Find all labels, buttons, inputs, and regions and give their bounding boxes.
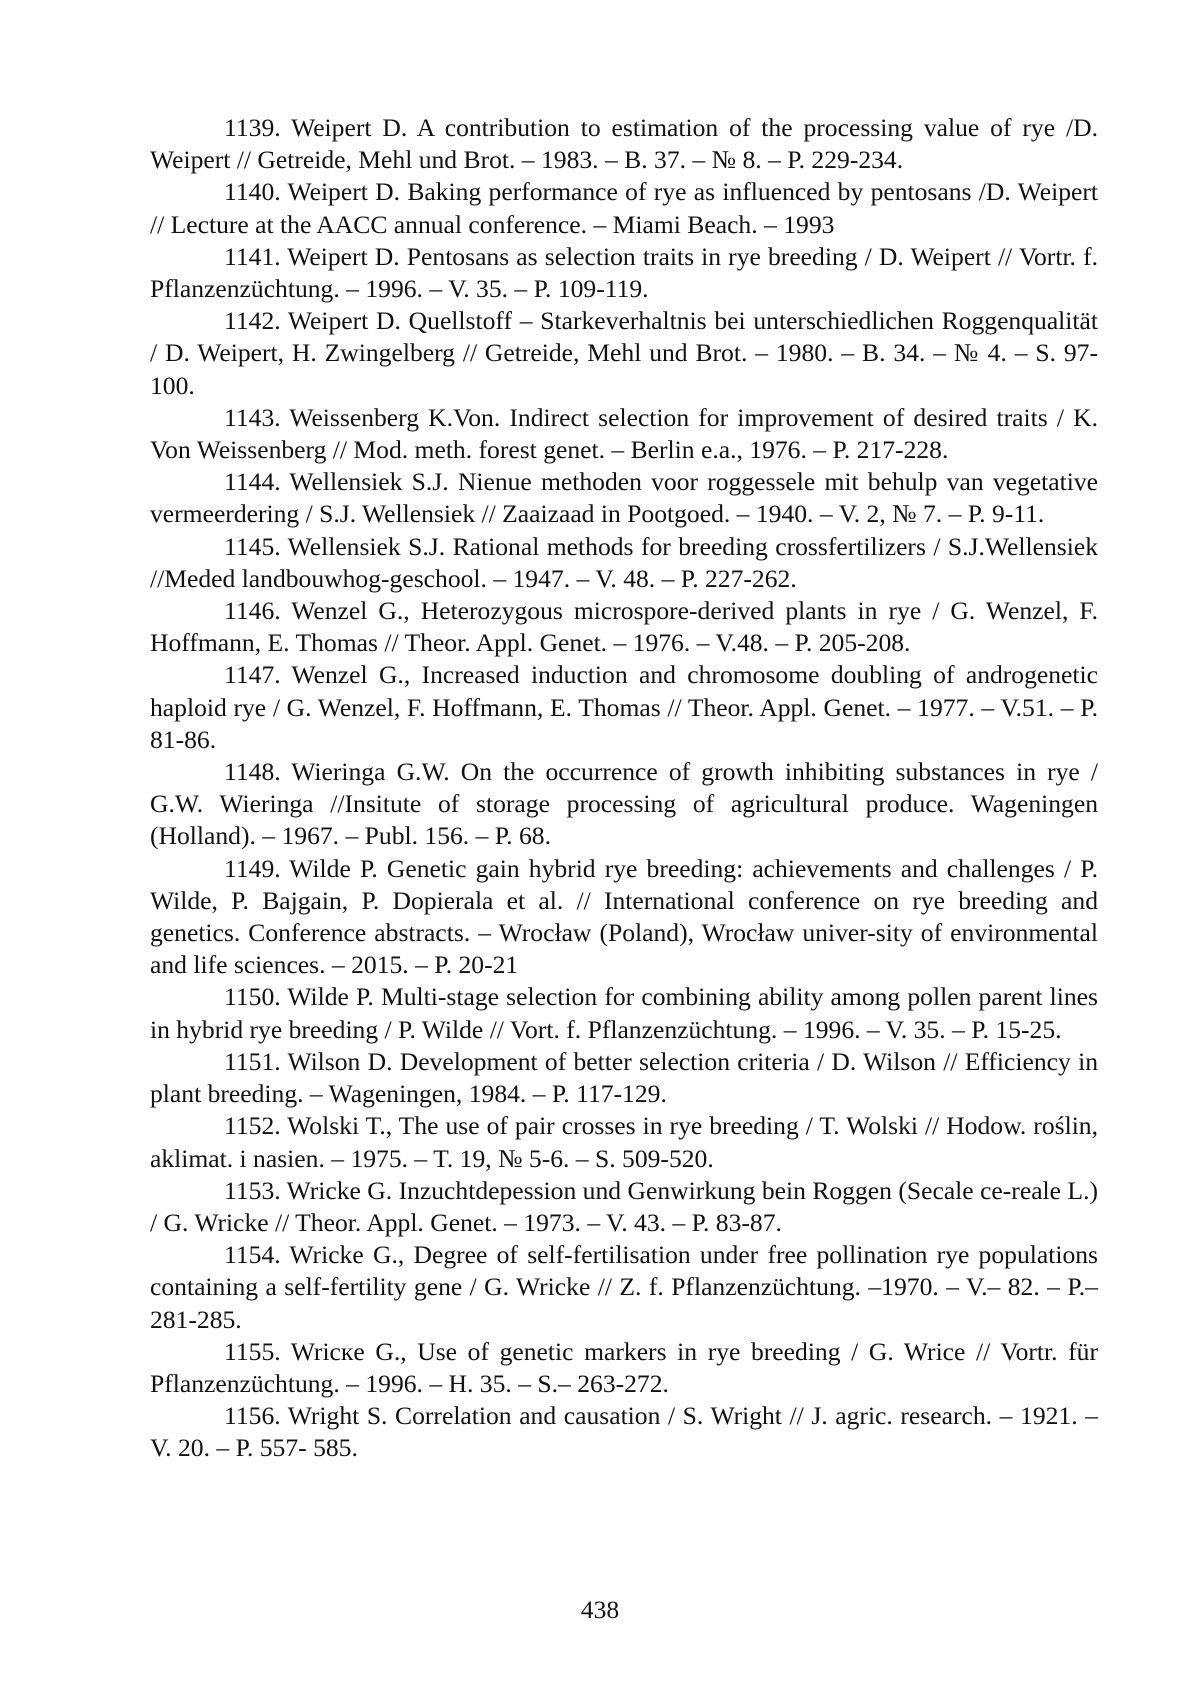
reference-entry-1142: 1142. Weipert D. Quellstoff – Starkeverhaltnis bei unterschiedlichen Roggenqualität / D. Weipert, H. Zwingelberg // Getreide, Mehl und Brot. – 1980. – B. 34. – № 4. – S. 97-100. <box>150 306 1098 400</box>
reference-entry-1152: 1152. Wolski T., The use of pair crosses in rye breeding / T. Wolski // Hodow. roślin, aklimat. i nasien. – 1975. – T. 19, № 5-6. – S. 509-520. <box>150 1111 1098 1173</box>
reference-entry-1147: 1147. Wenzel G., Increased induction and chromosome doubling of androgenetic haploid rye / G. Wenzel, F. Hoffmann, E. Thomas // Theor. Appl. Genet. – 1977. – V.51. – P. 81-86. <box>150 660 1098 754</box>
reference-entry-1145: 1145. Wellensiek S.J. Rational methods for breeding crossfertilizers / S.J.Wellensiek //Meded landbouwhog-geschool. – 1947. – V. 48. – P. 227-262. <box>150 531 1098 593</box>
reference-entry-1140: 1140. Weipert D. Baking performance of rye as influenced by pentosans /D. Weipert // Lecture at the AACC annual conference. – Miami Beach. – 1993 <box>150 177 1098 239</box>
reference-entry-1149: 1149. Wilde P. Genetic gain hybrid rye breeding: achievements and challenges / P. Wilde, P. Bajgain, P. Dopierala et al. // International conference on rye breeding and genetics. Conference abstracts. – Wrocław (Poland), Wrocław univer-sity of environmental and life sciences. – 2015. – P. 20-21 <box>150 853 1098 980</box>
reference-entry-1139: 1139. Weipert D. A contribution to estimation of the processing value of rye /D. Weipert // Getreide, Mehl und Brot. – 1983. – B. 37. – № 8. – P. 229-234. <box>150 113 1098 175</box>
reference-entry-1151: 1151. Wilson D. Development of better selection criteria / D. Wilson // Efficiency in plant breeding. – Wageningen, 1984. – P. 117-129. <box>150 1046 1098 1109</box>
reference-entry-1150: 1150. Wilde P. Multi-stage selection for combining ability among pollen parent lines in hybrid rye breeding / P. Wilde // Vort. f. Pflanzenzüchtung. – 1996. – V. 35. – P. 15-25. <box>150 982 1098 1044</box>
reference-entry-1143: 1143. Weissenberg K.Von. Indirect selection for improvement of desired traits / K. Von Weissenberg // Mod. meth. forest genet. – Berlin e.a., 1976. – P. 217-228. <box>150 402 1098 465</box>
reference-list <box>150 112 1098 1465</box>
reference-entry-1148: 1148. Wieringa G.W. On the occurrence of growth inhibiting substances in rye / G.W. Wieringa //Insitute of storage processing of agricultural produce. Wageningen (Holland). – 1967. – Publ. 156. – P. 68. <box>150 757 1098 851</box>
reference-entry-1156: 1156. Wright S. Correlation and causation / S. Wright // J. agric. research. – 1921. – V. 20. – P. 557- 585. <box>150 1401 1098 1463</box>
reference-entry-1154: 1154. Wricke G., Degree of self-fertilisation under free pollination rye populations containing a self-fertility gene / G. Wricke // Z. f. Pflanzenzüchtung. –1970. – V.– 82. – P.– 281-285. <box>150 1240 1098 1334</box>
reference-entry-1153: 1153. Wricke G. Inzuchtdepession und Genwirkung bein Roggen (Secale ce-reale L.) / G. Wricke // Theor. Appl. Genet. – 1973. – V. 43. – P. 83-87. <box>150 1175 1098 1237</box>
reference-entry-1144: 1144. Wellensiek S.J. Nienue methoden voor roggessele mit behulp van vegetative vermeerdering / S.J. Wellensiek // Zaaizaad in Pootgoed. – 1940. – V. 2, № 7. – P. 9-11. <box>150 467 1098 529</box>
reference-entry-1141: 1141. Weipert D. Pentosans as selection traits in rye breeding / D. Weipert // Vortr. f. Pflanzenzüchtung. – 1996. – V. 35. – P. 109-119. <box>150 241 1098 304</box>
page-number: 438 <box>580 1595 620 1624</box>
reference-entry-1146: 1146. Wenzel G., Heterozygous microspore-derived plants in rye / G. Wenzel, F. Hoffmann, E. Thomas // Theor. Appl. Genet. – 1976. – V.48. – P. 205-208. <box>150 596 1098 658</box>
reference-entry-1155: 1155. Wricкe G., Use of genetic markers in rye breeding / G. Wrice // Vortr. für Pflanzenzüchtung. – 1996. – H. 35. – S.– 263-272. <box>150 1336 1098 1398</box>
